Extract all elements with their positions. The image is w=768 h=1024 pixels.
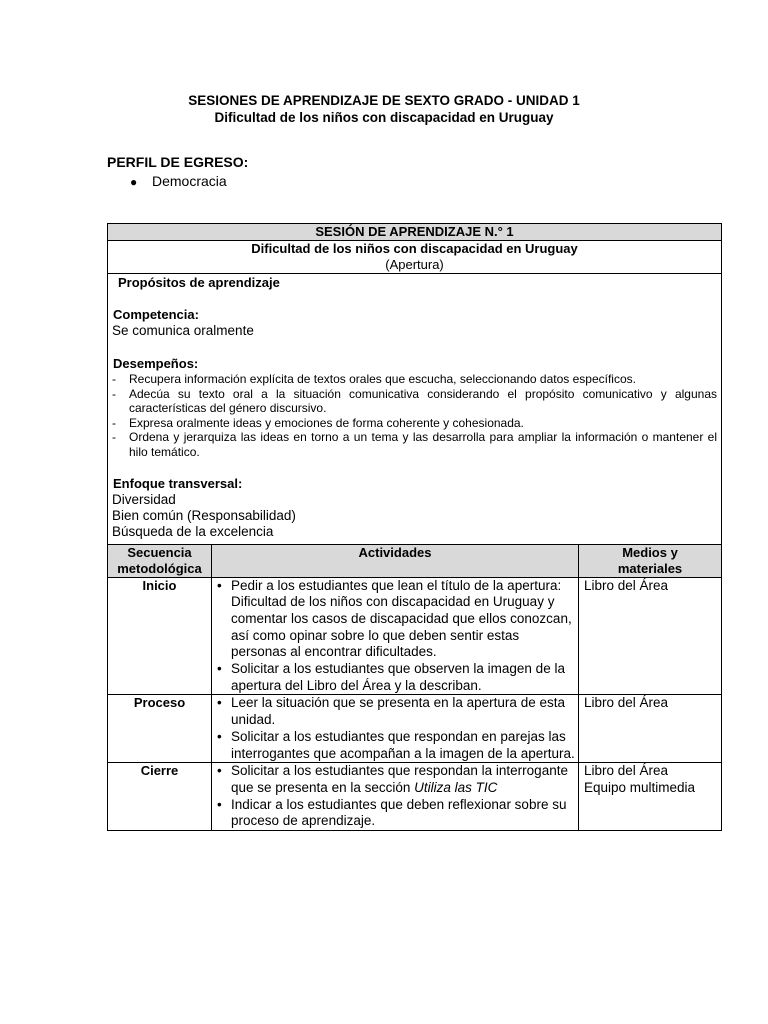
- session-table: [107, 223, 722, 831]
- purposes-label: Propósitos de aprendizaje: [118, 275, 280, 290]
- column-header-actividades: Actividades: [212, 544, 579, 577]
- desempeno-item: - Ordena y jerarquiza las ideas en torno a un tema y las desarrolla para ampliar la información o mantener el hilo temático.: [112, 430, 717, 459]
- phase-proceso: Proceso: [108, 695, 212, 763]
- table-row: [108, 695, 722, 763]
- desempenos-list: [112, 372, 717, 460]
- session-title-cell: [108, 241, 722, 274]
- desempeno-item: - Adecúa su texto oral a la situación comunicativa considerando el propósito comunicativo y algunas características del género discursivo.: [112, 387, 717, 416]
- enfoque-item: Búsqueda de la excelencia: [112, 523, 274, 539]
- enfoque-label: Enfoque transversal:: [113, 475, 243, 491]
- media-cell: [579, 577, 722, 695]
- column-header-medios: [579, 544, 722, 577]
- table-row: [108, 763, 722, 831]
- desempeno-item: - Recupera información explícita de textos orales que escucha, seleccionando datos específicos.: [112, 372, 717, 387]
- activities-list: [212, 695, 578, 762]
- media-cell: [579, 763, 722, 831]
- desempeno-item: - Expresa oralmente ideas y emociones de forma coherente y cohesionada.: [112, 416, 717, 431]
- column-header-secuencia: [108, 544, 212, 577]
- document-title-line2: Dificultad de los niños con discapacidad en Uruguay: [214, 110, 554, 125]
- column-header-medios-line2: materiales: [617, 560, 683, 576]
- enfoque-item: Bien común (Responsabilidad): [112, 507, 296, 523]
- activities-cell: [212, 763, 579, 831]
- media-cell: [579, 695, 722, 763]
- column-header-medios-line1: Medios y: [622, 544, 678, 560]
- media-item: Libro del Área: [584, 763, 669, 779]
- perfil-item: [130, 173, 227, 191]
- activities-list: [212, 763, 578, 830]
- activity-item: • Solicitar a los estudiantes que observen la imagen de la apertura del Libro del Área y la describan.: [212, 661, 578, 694]
- media-item: Libro del Área: [584, 577, 669, 593]
- column-header-secuencia-line1: Secuencia: [127, 544, 192, 560]
- media-item: Equipo multimedia: [584, 780, 696, 795]
- bullet-icon: ●: [130, 175, 138, 189]
- competencia-value: Se comunica oralmente: [112, 323, 254, 338]
- activity-italic-text: Utiliza las TIC: [414, 780, 498, 795]
- session-subtitle: (Apertura): [385, 257, 444, 272]
- perfil-item-text: Democracia: [152, 173, 227, 189]
- document-title-line1: SESIONES DE APRENDIZAJE DE SEXTO GRADO - UNIDAD 1: [188, 93, 580, 108]
- activity-item: • Pedir a los estudiantes que lean el título de la apertura: Dificultad de los niños con discapacidad en Uruguay y comentar los casos de discapacidad que ellos conozcan, así como opinar sobre lo que deben sentir estas personas al encontrar dificultades.: [212, 578, 578, 662]
- desempenos-label: Desempeños:: [113, 356, 199, 371]
- activity-item: • Leer la situación que se presenta en la apertura de esta unidad.: [212, 695, 578, 728]
- activities-cell: [212, 695, 579, 763]
- activity-item: [212, 763, 578, 796]
- session-header: SESIÓN DE APRENDIZAJE N.° 1: [108, 224, 722, 241]
- column-header-secuencia-line2: metodológica: [117, 560, 202, 576]
- activities-list: [212, 578, 578, 695]
- perfil-label: PERFIL DE EGRESO:: [107, 154, 249, 170]
- activity-item: • Solicitar a los estudiantes que respondan en parejas las interrogantes que acompañan a la imagen de la apertura.: [212, 729, 578, 762]
- media-item: Libro del Área: [584, 695, 669, 711]
- activity-text: Solicitar a los estudiantes que respondan la interrogante que se presenta en la sección: [231, 763, 568, 795]
- competencia-label: Competencia:: [113, 307, 199, 322]
- purposes-cell: [108, 274, 722, 545]
- table-row: [108, 577, 722, 695]
- activity-item: • Indicar a los estudiantes que deben reflexionar sobre su proceso de aprendizaje.: [212, 797, 578, 830]
- activities-cell: [212, 577, 579, 695]
- phase-cierre: Cierre: [108, 763, 212, 831]
- document-title: [0, 92, 768, 126]
- enfoque-item: Diversidad: [112, 491, 176, 507]
- phase-inicio: Inicio: [108, 577, 212, 695]
- session-title: Dificultad de los niños con discapacidad en Uruguay: [251, 241, 578, 256]
